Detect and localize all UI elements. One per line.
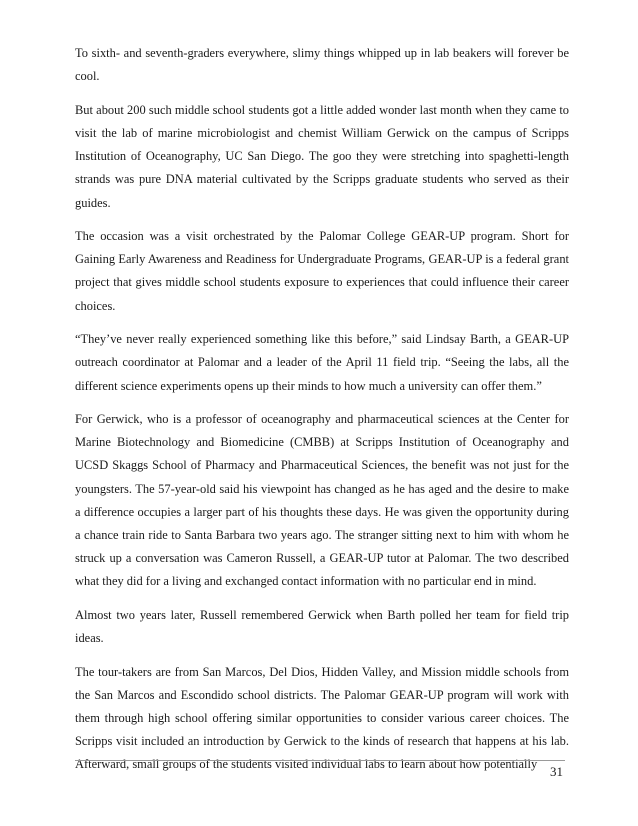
page-number: 31 [550, 764, 563, 779]
paragraph-4: “They’ve never really experienced something like this before,” said Lindsay Barth, a GEAR-UP outreach coordinator at Palomar and a leader of the April 11 field trip. “Seeing the labs, all the different science experiments opens up their minds to how much a university can offer them.” [75, 332, 569, 393]
paragraph-5: For Gerwick, who is a professor of oceanography and pharmaceutical sciences at the Center for Marine Biotechnology and Biomedicine (CMBB) at Scripps Institution of Oceanography and UCSD Skaggs School of Pharmacy and Pharmaceutical Sciences, the benefit was not just for the youngsters. The 57-year-old said his viewpoint has changed as he has aged and the desire to make a difference occupies a larger part of his thoughts these days. He was given the opportunity during a chance train ride to Santa Barbara two years ago. The stranger sitting next to him with whom he struck up a conversation was Cameron Russell, a GEAR-UP tutor at Palomar. The two described what they did for a living and exchanged contact information with no particular end in mind. [75, 412, 569, 589]
footer-divider [75, 760, 565, 761]
paragraph-1: To sixth- and seventh-graders everywhere, slimy things whipped up in lab beakers will forever be cool. [75, 46, 569, 84]
paragraph-6: Almost two years later, Russell remembered Gerwick when Barth polled her team for field trip ideas. [75, 607, 569, 646]
body-text [75, 42, 569, 787]
paragraph-3: The occasion was a visit orchestrated by the Palomar College GEAR-UP program. Short for Gaining Early Awareness and Readiness for Undergraduate Programs, GEAR-UP is a federal grant project that gives middle school students exposure to experiences that could influence their career choices. [75, 229, 569, 313]
paragraph-7: The tour-takers are from San Marcos, Del Dios, Hidden Valley, and Mission middle schools from the San Marcos and Escondido school districts. The Palomar GEAR-UP program will work with them through high school offering similar opportunities to consider various career choices. The Scripps visit included an introduction by Gerwick to the kinds of research that happens at his lab. Afterward, small groups of the students visited individual labs to learn about how potentially [75, 664, 569, 772]
paragraph-2: But about 200 such middle school students got a little added wonder last month when they came to visit the lab of marine microbiologist and chemist William Gerwick on the campus of Scripps Institution of Oceanography, UC San Diego. The goo they were stretching into spaghetti-length strands was pure DNA material cultivated by the Scripps graduate students who served as their guides. [75, 102, 569, 210]
